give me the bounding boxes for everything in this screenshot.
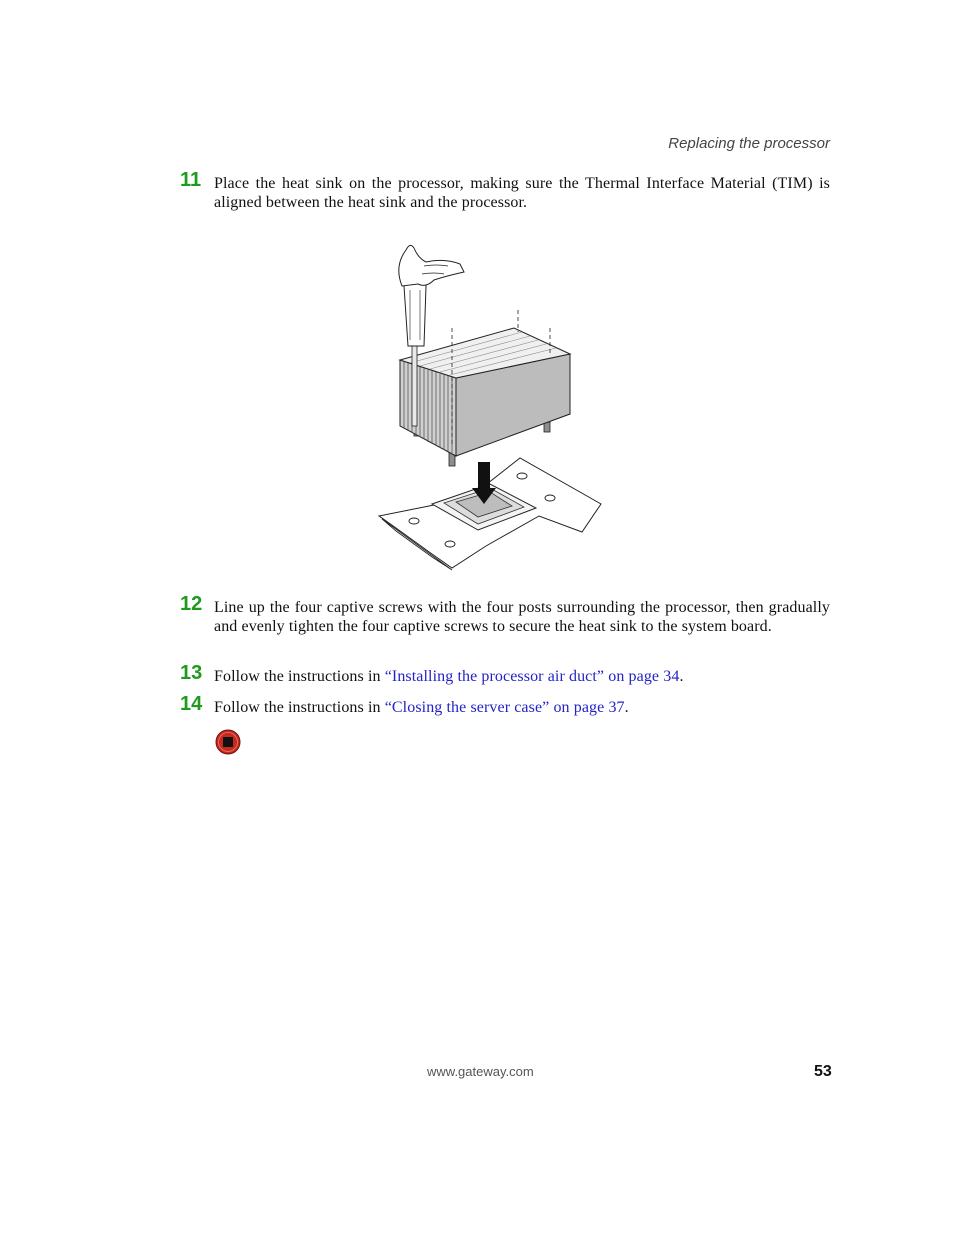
- step-12: [180, 593, 830, 636]
- step-text: Place the heat sink on the processor, making sure the Thermal Interface Material (TIM) is aligned between the heat sink and the processor.: [214, 175, 830, 211]
- stop-icon: [215, 729, 241, 755]
- step-number: 11: [180, 169, 202, 191]
- step-number: 13: [180, 662, 203, 684]
- step-number: 12: [180, 593, 203, 615]
- step-14: [180, 693, 830, 717]
- heat-sink-installation-illustration: [374, 236, 608, 576]
- link-installing-processor-air-duct[interactable]: “Installing the processor air duct” on page 34: [384, 668, 680, 685]
- step-number: 14: [180, 693, 203, 715]
- step-13: [180, 662, 830, 686]
- step-11: [180, 169, 830, 212]
- step-text: [214, 667, 830, 686]
- page-number: 53: [814, 1063, 832, 1080]
- step-text: Line up the four captive screws with the four posts surrounding the processor, then gradually and evenly tighten the four captive screws to secure the heat sink to the system board.: [214, 599, 830, 635]
- step-prefix: Follow the instructions in: [214, 699, 385, 716]
- step-suffix: .: [679, 668, 684, 685]
- step-text: [214, 698, 830, 717]
- running-header: Replacing the processor: [668, 135, 830, 152]
- link-closing-server-case[interactable]: “Closing the server case” on page 37: [384, 699, 625, 716]
- step-prefix: Follow the instructions in: [214, 668, 385, 685]
- step-suffix: .: [624, 699, 629, 716]
- footer-url: www.gateway.com: [427, 1064, 534, 1079]
